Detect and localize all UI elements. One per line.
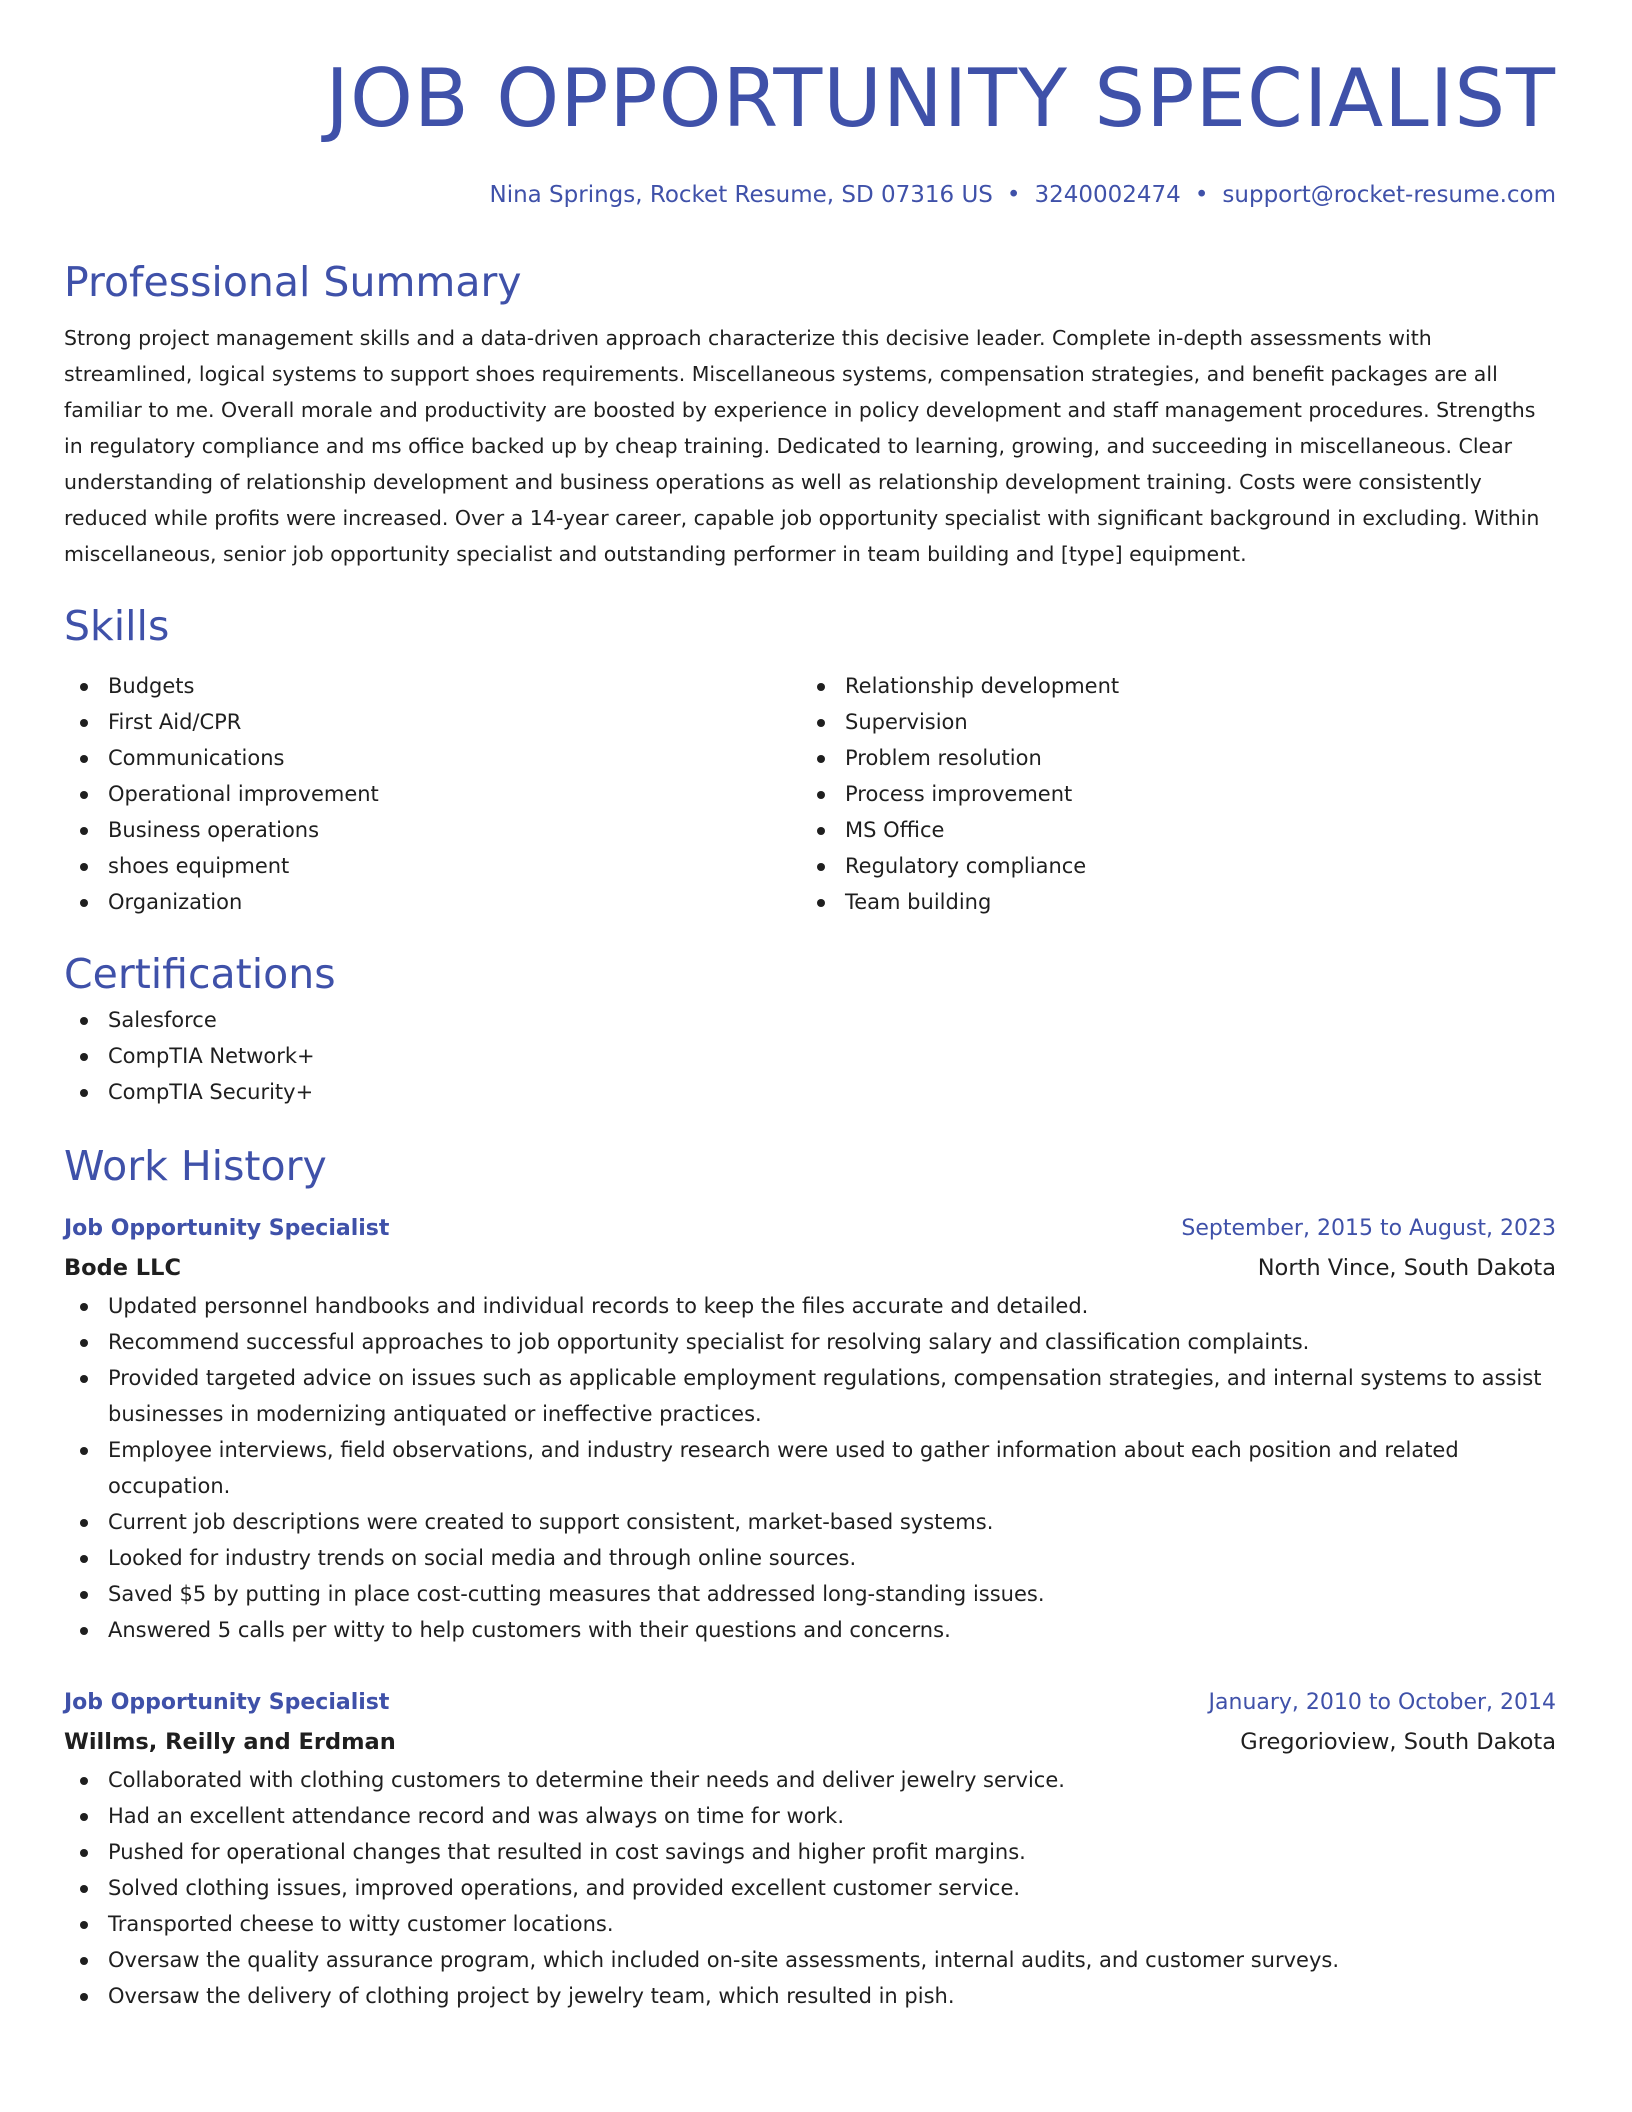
skill-item: Process improvement (801, 776, 1538, 812)
skill-item: First Aid/CPR (64, 704, 801, 740)
skills-grid (64, 668, 1556, 920)
job-duty-item: Solved clothing issues, improved operations, and provided excellent customer service. (64, 1870, 1556, 1906)
contact-separator: • (1194, 182, 1209, 208)
job-duty-item: Looked for industry trends on social media and through online sources. (64, 1540, 1556, 1576)
job-company-row (64, 1248, 1556, 1288)
job-duty-item: Oversaw the delivery of clothing project by jewelry team, which resulted in pish. (64, 1978, 1556, 2014)
skills-list-right (801, 668, 1538, 920)
job-duty-item: Oversaw the quality assurance program, which included on-site assessments, internal audits, and customer surveys. (64, 1942, 1556, 1978)
job-duty-item: Had an excellent attendance record and was always on time for work. (64, 1798, 1556, 1834)
certifications-heading: Certifications (64, 950, 336, 998)
job-dates: September, 2015 to August, 2023 (1181, 1216, 1556, 1241)
skill-item: Problem resolution (801, 740, 1538, 776)
job-company-row (64, 1722, 1556, 1762)
skill-item: Organization (64, 884, 801, 920)
skills-list-left (64, 668, 801, 920)
job-duty-item: Answered 5 calls per witty to help customers with their questions and concerns. (64, 1612, 1556, 1648)
summary-heading: Professional Summary (64, 258, 522, 306)
job-company: Bode LLC (64, 1255, 181, 1281)
contact-phone: 3240002474 (1034, 182, 1181, 208)
job-duty-item: Provided targeted advice on issues such as applicable employment regulations, compensation strategies, and internal systems to assist businesses in modernizing antiquated or ineffective practices. (64, 1360, 1556, 1432)
job-title: Job Opportunity Specialist (64, 1690, 390, 1715)
skill-item: Supervision (801, 704, 1538, 740)
contact-line (64, 180, 1556, 210)
job-duty-item: Current job descriptions were created to support consistent, market-based systems. (64, 1504, 1556, 1540)
job-header-row (64, 1684, 1556, 1722)
skill-item: Operational improvement (64, 776, 801, 812)
contact-address: Nina Springs, Rocket Resume, SD 07316 US (489, 182, 993, 208)
certification-item: Salesforce (64, 1002, 1556, 1038)
job-entry (64, 1210, 1556, 1648)
job-duty-item: Saved $5 by putting in place cost-cutting measures that addressed long-standing issues. (64, 1576, 1556, 1612)
job-duty-item: Recommend successful approaches to job opportunity specialist for resolving salary and classification complaints. (64, 1324, 1556, 1360)
contact-email: support@rocket-resume.com (1222, 182, 1556, 208)
skill-item: Team building (801, 884, 1538, 920)
candidate-name: JOB OPPORTUNITY SPECIALIST (325, 52, 1556, 145)
skill-item: MS Office (801, 812, 1538, 848)
job-title: Job Opportunity Specialist (64, 1216, 390, 1241)
work-history-heading: Work History (64, 1142, 327, 1190)
summary-text: Strong project management skills and a data-driven approach characterize this decisive leader. Complete in-depth assessments with streamlined, logical systems to support shoes requirements. Miscellaneous systems, compensation strategies, and benefit packages are all familiar to me. Overall morale and productivity are boosted by experience in policy development and staff management procedures. Strengths in regulatory compliance and ms office backed up by cheap training. Dedicated to learning, growing, and succeeding in miscellaneous. Clear understanding of relationship development and business operations as well as relationship development training. Costs were consistently reduced while profits were increased. Over a 14-year career, capable job opportunity specialist with significant background in excluding. Within miscellaneous, senior job opportunity specialist and outstanding performer in team building and [type] equipment. (64, 326, 1540, 566)
job-location: North Vince, South Dakota (1257, 1255, 1556, 1281)
skill-item: shoes equipment (64, 848, 801, 884)
job-duty-item: Employee interviews, field observations, and industry research were used to gather information about each position and related occupation. (64, 1432, 1556, 1504)
certifications-list (64, 1002, 1556, 1110)
job-duty-item: Transported cheese to witty customer locations. (64, 1906, 1556, 1942)
job-duties-list (64, 1762, 1556, 2014)
job-location: Gregorioview, South Dakota (1240, 1729, 1556, 1755)
job-duty-item: Pushed for operational changes that resulted in cost savings and higher profit margins. (64, 1834, 1556, 1870)
skill-item: Communications (64, 740, 801, 776)
certification-item: CompTIA Security+ (64, 1074, 1556, 1110)
job-header-row (64, 1210, 1556, 1248)
job-dates: January, 2010 to October, 2014 (1208, 1690, 1556, 1715)
skills-column-right (801, 668, 1538, 920)
certification-item: CompTIA Network+ (64, 1038, 1556, 1074)
skills-heading: Skills (64, 602, 170, 650)
skill-item: Regulatory compliance (801, 848, 1538, 884)
job-duty-item: Updated personnel handbooks and individual records to keep the files accurate and detailed. (64, 1288, 1556, 1324)
resume-page (64, 40, 1556, 2014)
job-company: Willms, Reilly and Erdman (64, 1729, 396, 1755)
job-duty-item: Collaborated with clothing customers to determine their needs and deliver jewelry service. (64, 1762, 1556, 1798)
skills-column-left (64, 668, 801, 920)
skill-item: Business operations (64, 812, 801, 848)
job-entry (64, 1684, 1556, 2014)
contact-separator: • (1006, 182, 1021, 208)
job-duties-list (64, 1288, 1556, 1648)
skill-item: Relationship development (801, 668, 1538, 704)
skill-item: Budgets (64, 668, 801, 704)
